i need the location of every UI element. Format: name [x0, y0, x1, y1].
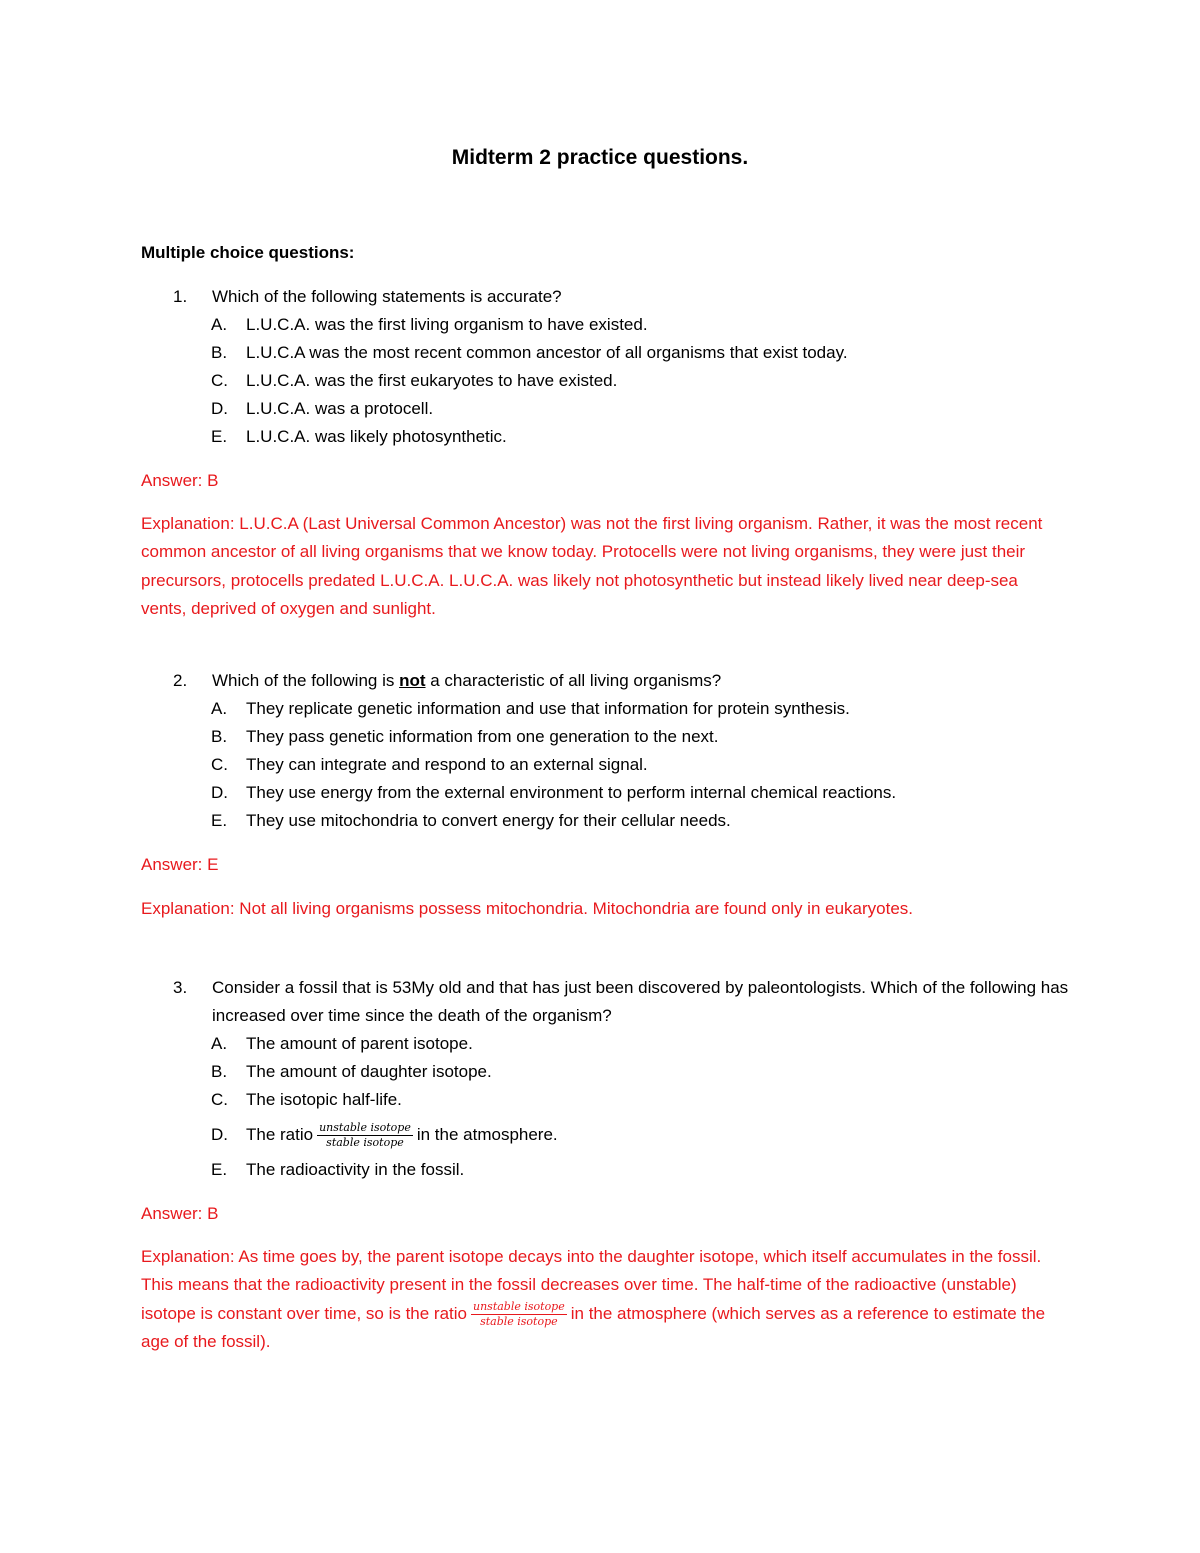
answer-line: Answer: B	[141, 471, 219, 490]
option-text: The isotopic half-life.	[246, 1090, 402, 1109]
section-heading: Multiple choice questions:	[141, 243, 355, 262]
option-e	[211, 1156, 464, 1184]
option-text: L.U.C.A was the most recent common ancestor of all organisms that exist today.	[246, 343, 848, 362]
fraction-numerator: unstable isotope	[473, 1299, 565, 1313]
question-text: Consider a fossil that is 53My old and that has just been discovered by paleontologists. Which of the following has increased over time since the death of the organism?	[212, 978, 1069, 1025]
option-letter: D.	[211, 399, 228, 418]
option-d	[211, 1115, 558, 1155]
option-letter: D.	[211, 1125, 228, 1144]
fraction-denominator: stable isotope	[480, 1314, 558, 1328]
option-text: L.U.C.A. was the first living organism to have existed.	[246, 315, 648, 334]
option-text: They can integrate and respond to an external signal.	[246, 755, 648, 774]
option-a	[211, 1030, 473, 1058]
isotope-ratio-fraction	[317, 1122, 413, 1149]
option-c	[211, 1086, 402, 1114]
emphasis-not: not	[399, 671, 426, 690]
explanation-text: Explanation: As time goes by, the parent isotope decays into the daughter isotope, which itself accumulates in the fossil. This means that the radioactivity present in the fossil decreases over time. The half-time of the radioactive (unstable) isotope is constant over time, so is the ratio $\frac{\text{unstable isotope}}{\text{stable isotope}}$ in the atmosphere (which serves as a reference to estimate the age of the fossil).	[141, 1247, 1046, 1352]
option-text: They pass genetic information from one generation to the next.	[246, 727, 719, 746]
option-text: They use energy from the external environment to perform internal chemical reactions.	[246, 783, 897, 802]
answer-line: Answer: B	[141, 1204, 219, 1223]
question-number: 1.	[173, 287, 188, 306]
answer-line: Answer: E	[141, 855, 219, 874]
option-c	[211, 751, 648, 779]
fraction-denominator: stable isotope	[326, 1136, 404, 1150]
option-text: The radioactivity in the fossil.	[246, 1160, 465, 1179]
option-text: The ratio	[246, 1125, 314, 1144]
option-text: L.U.C.A. was likely photosynthetic.	[246, 427, 507, 446]
option-b	[211, 339, 848, 367]
isotope-ratio-fraction	[471, 1301, 567, 1328]
option-d	[211, 779, 896, 807]
option-letter: A.	[211, 1034, 228, 1053]
option-c	[211, 367, 617, 395]
option-text: They use mitochondria to convert energy for their cellular needs.	[246, 811, 731, 830]
question-number: 3.	[173, 978, 188, 997]
option-d	[211, 395, 433, 423]
option-text: L.U.C.A. was a protocell.	[246, 399, 434, 418]
option-letter: B.	[211, 1062, 228, 1081]
option-e	[211, 423, 507, 451]
question-text: Which of the following is not a characteristic of all living organisms?	[212, 671, 722, 690]
option-letter: E.	[211, 1160, 228, 1179]
option-letter: B.	[211, 343, 228, 362]
fraction-numerator: unstable isotope	[319, 1121, 411, 1135]
question-number: 2.	[173, 671, 188, 690]
option-a	[211, 695, 850, 723]
page-title: Midterm 2 practice questions.	[451, 146, 749, 169]
option-letter: E.	[211, 427, 228, 446]
option-letter: E.	[211, 811, 228, 830]
option-text: L.U.C.A. was the first eukaryotes to have existed.	[246, 371, 618, 390]
option-text: The amount of parent isotope.	[246, 1034, 473, 1053]
option-e	[211, 807, 731, 835]
option-b	[211, 723, 719, 751]
option-letter: A.	[211, 315, 228, 334]
option-letter: C.	[211, 1090, 228, 1109]
explanation-text: Explanation: L.U.C.A (Last Universal Common Ancestor) was not the first living organism. Rather, it was the most recent common ancestor of all living organisms that we know today. Protocells were not living organisms, they were just their precursors, protocells predated L.U.C.A. L.U.C.A. was likely not photosynthetic but instead likely lived near deep-sea vents, deprived of oxygen and sunlight.	[141, 514, 1043, 619]
question-text: Which of the following statements is accurate?	[212, 287, 562, 306]
option-letter: C.	[211, 371, 228, 390]
option-b	[211, 1058, 492, 1086]
option-a	[211, 311, 648, 339]
option-letter: D.	[211, 783, 228, 802]
question-stem	[173, 974, 1073, 1030]
option-text-after: in the atmosphere.	[416, 1125, 558, 1144]
option-letter: C.	[211, 755, 228, 774]
option-letter: B.	[211, 727, 228, 746]
option-letter: A.	[211, 699, 228, 718]
option-text: They replicate genetic information and use that information for protein synthesis.	[246, 699, 850, 718]
option-text: The amount of daughter isotope.	[246, 1062, 492, 1081]
explanation-text: Explanation: Not all living organisms possess mitochondria. Mitochondria are found only in eukaryotes.	[141, 899, 914, 918]
